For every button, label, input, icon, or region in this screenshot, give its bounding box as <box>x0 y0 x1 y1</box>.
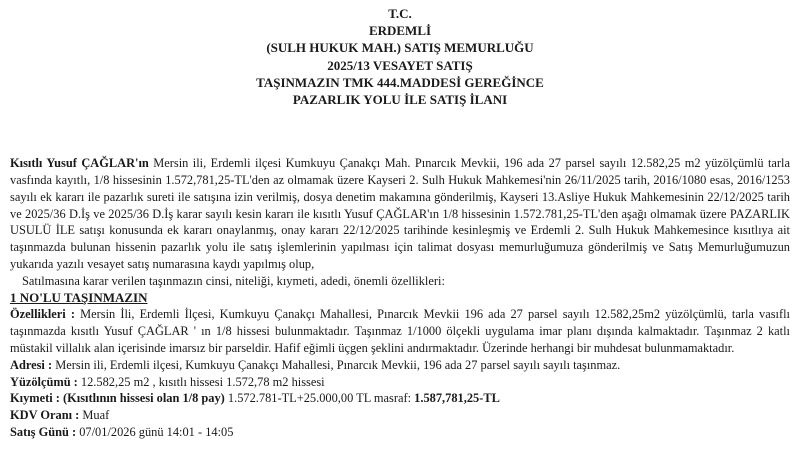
field-yuzolcumu-label: Yüzölçümü : <box>10 374 78 389</box>
field-kiymeti-label: Kıymeti : (Kısıtlının hissesi olan 1/8 pay) <box>10 391 225 406</box>
field-yuzolcumu-value: 12.582,25 m2 , kısıtlı hissesi 1.572,78 m2 hissesi <box>77 374 325 389</box>
header-line-case-number: 2025/13 VESAYET SATIŞ <box>327 57 473 73</box>
field-ozellikleri-value: Mersin İli, Erdemli İlçesi, Kumkuyu Çanakçı Mahallesi, Pınarcık Mevkii 196 ada 27 parsel sayılı 12.582,25m2 yüzölçümlü, tarla vasıflı taşınmazda kısıtlı Yusuf ÇAĞLAR ' ın 1/8 hissesi bulunmaktadır. Taşınmaz 1/1000 ölçekli uygulama imar planı dışında kalmaktadır. Taşınmaz 2 katlı müstakil villalık alan içerisinde imarsız bir parseldir. Hafif eğimli üçgen şeklini andırmaktadır. Üzerinde herhangi bir muhdesat bulunmamaktadır. <box>10 307 791 355</box>
field-kdv <box>10 407 790 424</box>
field-kiymeti-total: 1.587,781,25-TL <box>414 391 500 406</box>
field-satis-gunu <box>10 424 790 441</box>
intro-paragraph <box>10 155 790 273</box>
field-adresi-label: Adresi : <box>10 357 53 372</box>
document-header <box>0 0 800 108</box>
header-line-city: ERDEMLİ <box>368 23 432 39</box>
field-ozellikleri <box>10 306 790 356</box>
document-body <box>0 155 800 441</box>
field-adresi <box>10 357 790 374</box>
field-satis-value: 07/01/2026 günü 14:01 - 14:05 <box>76 424 234 439</box>
field-kiymeti-value: 1.572.781-TL+25.000,00 TL masraf: <box>224 391 415 406</box>
header-line-legal-basis: TAŞINMAZIN TMK 444.MADDESİ GEREĞİNCE <box>256 74 544 90</box>
intro-text: Mersin ili, Erdemli ilçesi Kumkuyu Çanakçı Mah. Pınarcık Mevkii, 196 ada 27 parsel sayılı 12.582,25 m2 yüzölçümlü tarla vasfında kayıtlı, 1/8 hissesinin 1.572,781,25-TL'den az olmamak üzere Kayseri 2. Sulh Hukuk Mahkemesi'nin 26/11/2025 tarih, 2016/1080 esas, 2016/1253 sayılı ek kararı ile pazarlık sureti ile satışına izin verilmiş, dosya denetim makamına gönderilmiş, Kayseri 13.Asliye Hukuk Mahkemesinin 22/12/2025 tarih ve 2025/36 D.İş ve 2025/36 D.İş karar sayılı kesin kararı ile kısıtlı Yusuf ÇAĞLAR'ın 1/8 hissesinin 1.572.781,25-TL'den aşağı olmamak üzere PAZARLIK USULÜ İLE satışı konusunda ek kararı onaylanmış, onay kararı 22/12/2025 tarihinde kesinleşmiş ve Erdemli 2. Sulh Hukuk Mahkemesince kısıtlıya ait taşınmazda bulunan hissenin pazarlık yolu ile satış işlemlerinin yapılması için talimat dosyası memurluğumuza gönderilmiş ve Satış Memurluğumuzun yukarıda yazılı vesayet satış numarasına kaydı yapılmış olup, <box>10 156 790 271</box>
field-yuzolcumu <box>10 374 790 391</box>
field-kdv-value: Muaf <box>79 408 110 423</box>
lead-paragraph: Satılmasına karar verilen taşınmazın cinsi, niteliği, kıymeti, adedi, önemli özellikleri: <box>22 273 445 288</box>
field-kiymeti <box>10 390 790 407</box>
header-line-title: PAZARLIK YOLU İLE SATIŞ İLANI <box>292 92 508 108</box>
field-adresi-value: Mersin ili, Erdemli ilçesi, Kumkuyu Çanakçı Mahallesi, Pınarcık Mevkii, 196 ada 27 parsel sayılı sayılı taşınmaz. <box>52 357 621 372</box>
intro-name: Kısıtlı Yusuf ÇAĞLAR'ın <box>10 156 149 171</box>
header-line-office: (SULH HUKUK MAH.) SATIŞ MEMURLUĞU <box>266 40 534 56</box>
header-line-tc: T.C. <box>388 6 412 21</box>
field-kdv-label: KDV Oranı : <box>10 408 80 423</box>
field-satis-label: Satış Günü : <box>10 424 77 439</box>
field-ozellikleri-label: Özellikleri : <box>10 307 75 322</box>
section-title: 1 NO'LU TAŞINMAZIN <box>10 289 148 305</box>
